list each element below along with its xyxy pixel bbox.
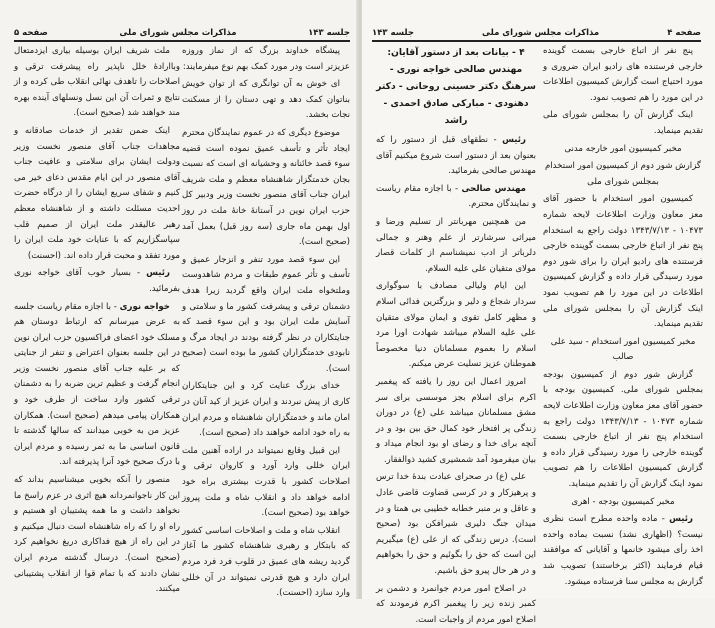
paragraph — [376, 133, 536, 180]
session-number: جلسه ۱۴۳ — [308, 28, 350, 38]
paragraph — [182, 77, 350, 124]
text-column-left — [14, 44, 180, 593]
paragraph — [376, 470, 536, 579]
paragraph-text: این قبیل وقایع نمیتواند در اراده آهنین ملت ایران خللی وارد آورد و کاروان ترقی و اصلاحات کشور با قدرت بیشتری براه خود ادامه خواهد داد و انقلاب شاه و ملت پیروز خواهد بود (صحیح است). — [182, 445, 350, 519]
paragraph-text: - نطقهای قبل از دستور را که بعنوان بعد از دستور است شروع میکنیم آقای مهندس صالحی بفرمائید. — [376, 135, 536, 177]
paragraph-text: علی (ع) در صحرای عبادت بندهٔ خدا ترس و پرهیزکار و در کرسی قضاوت قاضی عادل و عاقل و بر منبر خطابه خطیبی بی همتا و در میدان جنگ دلیری شیرافکن بود (صحیح است). درس زندگی که از علی (ع) میگیریم این است که حق را بگوئیم و حق را بخواهیم و در هر حال پیرو حق باشیم. — [376, 472, 536, 577]
paragraph-text: موضوع دیگری که در عموم نمایندگان محترم ایجاد تأثر و تأسف عمیق نموده است قضیه سوء قصد خائنانه و وحشیانه ای است که نسبت بجان خدمتگزار شاهنشاه معظم و ملت شریف ایران جناب آقای منصور نخست وزیر ودبیر کل حزب ایران نوین در آستانهٔ خانهٔ ملت در روز اول بهمن ماه جاری (سه روز قبل) بعمل آمد (صحیح است). — [182, 127, 350, 248]
signature-line: مخبر کمیسیون امور استخدام - سید علی صالب — [550, 336, 696, 363]
paragraph — [376, 279, 536, 373]
paragraph-text: در اصلاح امور مردم جوانمرد و دشمن بر کمبر زنده زیر را پیغمبر اکرم فرمودند که اصلاح امور مردم از واجبات است. — [376, 583, 536, 625]
paragraph — [14, 473, 180, 598]
paragraph-text: خدای بزرگ عنایت کرد و این جنایتکاران کاری از پیش نبردند و ایران عزیز از کید آنان در امان ماند و خدمتگزاران شاهنشاه و مردم ایران به راه خود ادامه خواهند داد (صحیح است). — [182, 381, 350, 439]
section-heading: ۴ - بیانات بعد از دستور آقایان: مهندس صالحی خواجه نوری - سرهنگ دکتر حسینی روحانی - دکتر دهنودی - مبارکی صادق احمدی - راشد — [376, 47, 536, 126]
paragraph — [376, 375, 536, 469]
paragraph — [14, 124, 180, 264]
page-number: صفحه ۴ — [667, 28, 701, 38]
text-column-right — [182, 44, 350, 599]
paragraph-text: اینک ضمن تقدیر از خدمات صادقانه و مجاهدات جناب آقای منصور نخست وزیر ودولت ایشان برای سلامتی و عافیت جناب آقای منصور در این ایام مقدس دعای خیر می کنیم و شفای سریع ایشان را از درگاه حضرت احدیت مسئلت داشته و از شاهنشاه معظم رهبر عالیقدر ملت ایران از صمیم قلب سپاسگزاریم که با عنایات خود ملت ایران را مورد تفقد و محبت قرار داده اند. (احسنت) — [14, 125, 180, 261]
paragraph-text: ای خوش به آن توانگری که از توان خویش بناتوان کمک دهد و تهی دستان را از مسکنت نجات بخشد. — [182, 79, 350, 121]
paragraph-text: - بسیار خوب آقای خواجه نوری بفرمائید. — [14, 268, 180, 294]
paragraph — [182, 44, 350, 75]
paragraph — [182, 444, 350, 522]
left-page-5 — [0, 0, 358, 599]
paragraph-text: پنج نفر از اتباع خارجی بسمت گوینده خارجی فرستنده های رادیو ایران ضروری و مورد احتیاج است گزارش کمیسیون اطلاعات در این مورد را هم تصویب نمود. — [543, 46, 703, 103]
paragraph-text: - با اجازه مقام ریاست و نمایندگان محترم. — [376, 183, 536, 210]
paragraph — [182, 524, 350, 602]
session-number: جلسه ۱۴۳ — [372, 28, 414, 38]
header-title: مذاکرات مجلس شورای ملی — [119, 28, 237, 38]
paragraph — [14, 44, 180, 122]
text-column-left — [376, 44, 536, 625]
paragraph — [543, 108, 703, 139]
right-page-4 — [362, 0, 715, 625]
speaker-name: رئیس — [146, 268, 170, 279]
speaker-name: رئیس — [502, 135, 526, 145]
paragraph-text: انقلاب شاه و ملت و اصلاحات اساسی کشور که بابتکار و رهبری شاهنشاه کشور ما آغاز گردید ریشه های عمیق در قلوب فرد فرد مردم ایران دارد و هیچ قدرتی نمیتواند در آن خللی وارد سازد (احسنت). — [182, 525, 350, 599]
page-header — [372, 24, 701, 42]
speaker-name: خواجه نوری — [119, 301, 170, 312]
page-number: صفحه ۵ — [14, 28, 48, 38]
paragraph-text: - ماده واحده مطرح است نظری نیست؟ (اظهاری نشد) نسبت بماده واحده اخذ رأی میشود خانمها و آقایانی که موافقند قیام فرمایند (اکثر برخاستند) تصویب شد گزارش به مجلس سنا فرستاده میشود. — [543, 514, 703, 587]
text-column-right — [543, 44, 703, 593]
paragraph-text: گزارش شور دوم از کمیسیون بودجه بمجلس شورای ملی. کمیسیون بودجه با حضور آقای معز معاون وزارت اطلاعات لایحه شماره ۱۰۴۷۳ - ۱۳۴۳/۷/۱۳ دولت راجع به استخدام پنج نفر از اتباع خارجی بسمت گوینده خارجی را مورد رسیدگی قرار داده و گزارش کمیسیون اطلاعات را هم تصویب نمود اینک گزارش آن را تقدیم مینماید. — [543, 369, 703, 490]
paragraph — [376, 582, 536, 628]
paragraph-text: اینک گزارش آن را بمجلس شورای ملی تقدیم مینماید. — [543, 110, 703, 136]
paragraph-text: ملت شریف ایران بوسیله بیاری ایزدمتعال وباارادهٔ خلل ناپذیر راه پیشرفت ترقی و اصلاحات را تاهدف نهائی انقلاب طی کرده و از نتایج و ثمرات آن این نسل ونسلهای آینده بهره مند خواهند شد (صحیح است). — [14, 46, 180, 119]
paragraph — [376, 215, 536, 277]
paragraph — [14, 266, 180, 297]
paragraph — [14, 300, 180, 472]
paragraph-text: - با اجازه مقام ریاست جلسه به عرض میرسانم که ارتباط دوستان هم مسلک خود اعضای فراکسیون حزب ایران نوین در این جلسه بعنوان اعتراض و تنفر از جنایتی که بر علیه جناب آقای منصور نخست وزیر انجام گرفت و عظیم ترین ضربه را به دشمنان ترقی کشور وارد ساخت از طرف خود و همکاران پیامی میدهم (صحیح است). همکاران عزیز من به خوبی میدانند که سالها گذشته تا قانون اساسی ما به ثمر رسیده و مردم ایران با درک صحیح خود آنرا پذیرفته اند. — [14, 301, 180, 468]
signature-line: گزارش شور دوم از کمیسیون امور استخدام بمجلس شورای ملی — [544, 161, 702, 187]
signature-line: مخبر کمیسیون بودجه - اهری — [571, 496, 675, 507]
page-header — [14, 24, 350, 42]
paragraph — [376, 182, 536, 213]
speaker-name: مهندس صالحی — [461, 183, 526, 194]
paragraph-text: امروز اعمال این روز را یافته که پیغمبر اکرم برای اسلام بجز موسسی برای سر مشق مسلمانان میباشد علی (ع) در دوران زندگی پر افتخار خود کمال حق بین بود و در آنچه برای خدا و رضای او بود انجام میداد و بیان میفرمود آمد شمشیری کشید ذوالفقار. — [376, 376, 536, 465]
paragraph — [543, 44, 703, 106]
header-title: مذاکرات مجلس شورای ملی — [482, 28, 600, 38]
signature-line: مخبر کمیسیون امور خارجه مدنی — [564, 143, 682, 154]
paragraph — [543, 368, 703, 493]
paragraph-text: من همچنین مهربانتر از تسلیم ورضا و میراثی سرشارتر از علم وهنر و جمالی دلرباتر از ادب نمیشناسم از کلمات قصار مولای متقیان علی علیه السلام. — [376, 216, 536, 274]
paragraph — [182, 126, 350, 251]
paragraph-text: پیشگاه خداوند بزرگ که از نماز وروزه عزیزتر است ودر مورد کمک بهم نوع میفرمایند: — [182, 46, 350, 72]
speaker-name: رئیس — [669, 514, 693, 525]
paragraph-text: کمیسیون امور استخدام با حضور آقای معز معاون وزارت اطلاعات لایحه شماره ۱۰۴۷۳ - ۱۳۴۳/۷/۱۳ دولت راجع به استخدام پنج نفر از اتباع خارجی بسمت گوینده خارجی فرستنده های رادیو ایران را برای شور دوم مورد رسیدگی قرار داده و گزارش کمیسیون اطلاعات در این مورد را هم تصویب نمود اینک گزارش آن را بمجلس شورای ملی تقدیم مینماید. — [543, 194, 703, 330]
paragraph — [182, 379, 350, 441]
paragraph — [543, 512, 703, 590]
paragraph-text: این سوء قصد مورد تنفر و انزجار عمیق و تأسف و تأثر عموم طبقات و مردم شاهدوست وملتخواه ملت ایران واقع گردید زیرا هدف دشمنان ترقی و پیشرفت کشور ما و سلامتی و آسایش ملت ایران بود و این سوء قصد که جنایتکاران در نظر گرفته بودند در ایجاد مرگ و نابودی خدمتگزاران کشور ما بوده است (صحیح است). — [182, 254, 350, 374]
paragraph-text: این ایام ولیالی مصادف با سوگواری سردار شجاع و دلیر و بزرگترین فدائی اسلام و مظهر کامل تقوی و ایمان مولای متقیان علی علیه السلام میباشد شهادت اورا مرد اسلام را بعموم مسلمانان دنیا مخصوصاً هموطنان عزیز تسلیت عرض میکنم. — [376, 281, 536, 370]
paragraph — [182, 253, 350, 378]
paragraph-text: منصور را آنکه بخوبی میشناسیم بداند که این کار ناجوانمردانه هیچ اثری در عزم راسخ ما نخواهد داشت و ما همه پشتیبان او هستیم و راه او را که راه شاهنشاه است دنبال میکنیم و در این راه از هیچ فداکاری دریغ نخواهیم کرد (صحیح است). درسال گذشته مردم ایران نشان دادند که با تمام قوا از انقلاب پشتیبانی میکنند. — [14, 475, 180, 595]
paragraph — [543, 192, 703, 332]
